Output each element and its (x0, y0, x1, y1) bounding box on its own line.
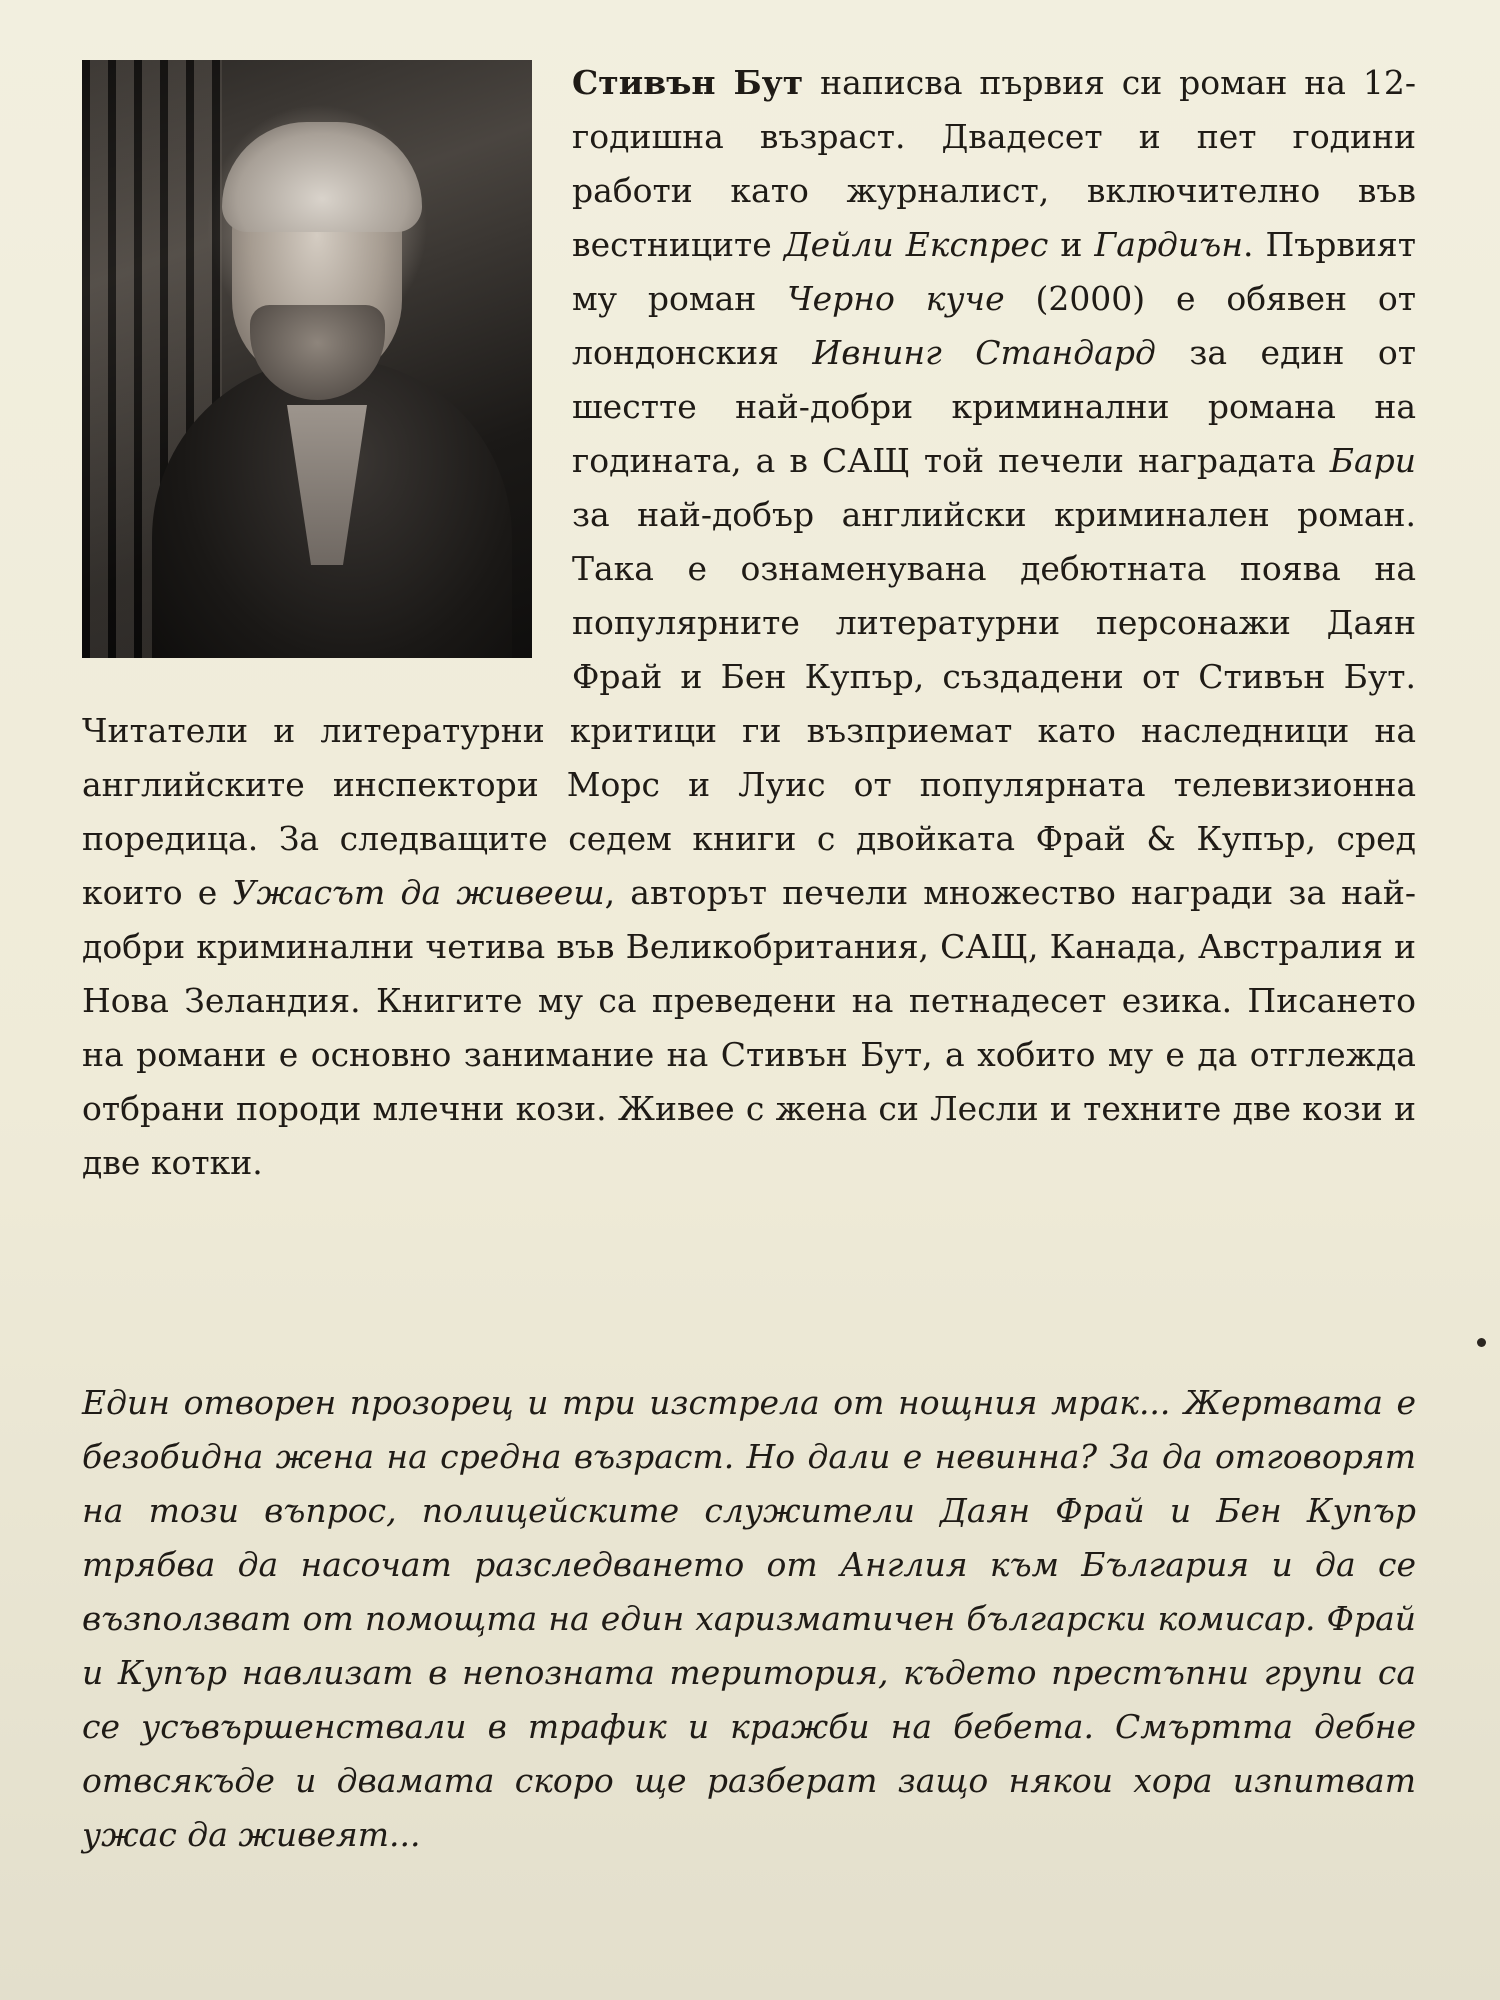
bio-text-part: . Първият му роман (572, 225, 1416, 318)
bio-text-part: и (1048, 225, 1095, 264)
book-synopsis: Един отворен прозорец и три изстрела от нощния мрак... Жертвата е безобидна жена на средна възраст. Но дали е невинна? За да отговорят на този въпрос, полицейските служители Даян Фрай и Бен Купър трябва да насочат разследването от Англия към България и да се възползват от помощта на един харизматичен български комисар. Фрай и Купър навлизат в непозната територия, където престъпни групи са се усъвършенствали в трафик и кражби на бебета. Смъртта дебне отвсякъде и двамата скоро ще разберат защо някои хора изпитват ужас да живеят... (82, 1383, 1416, 1854)
newspaper-title: Гардиън (1094, 225, 1243, 264)
photo-hair (222, 122, 422, 232)
novel-title: Черно куче (787, 279, 1005, 318)
bio-text-part: , авторът печели множество награди за най-добри криминални четива във Великобритания, САЩ, Канада, Австралия и Нова Зеландия. Книгите му са преведени на петнадесет езика. Писането на романи е основно занимание на Стивън Бут, а хобито му е да отглежда отбрани породи млечни кози. Живее с жена си Лесли и техните две кози и две котки. (82, 873, 1416, 1182)
author-photo (82, 60, 532, 658)
bio-text-part: написва първия си роман на 12-годишна възраст. Двадесет и пет години работи като журналист, включително във вестниците (572, 63, 1416, 264)
page-edge-mark (1477, 1338, 1486, 1347)
bio-text-part: (2000) е обявен от лондонския (572, 279, 1416, 372)
author-name: Стивън Бут (572, 63, 804, 102)
bio-text-part: за един от шестте най-добри криминални романа на годината, а в САЩ той печели наградата (572, 333, 1416, 480)
author-bio (82, 56, 1416, 1190)
award-name: Бари (1329, 441, 1416, 480)
newspaper-title: Ивнинг Стандард (812, 333, 1156, 372)
newspaper-title: Дейли Експрес (783, 225, 1049, 264)
bio-text-part: за най-добър английски криминален роман. Така е ознаменувана дебютната поява на популярните литературни персонажи Даян Фрай и Бен Купър, създадени от Стивън Бут. Читатели и литературни критици ги възприемат като наследници на английските инспектори Морс и Луис от популярната телевизионна поредица. За следващите седем книги с двойката Фрай & Купър, сред които е (82, 495, 1416, 912)
novel-title: Ужасът да живееш (232, 873, 605, 912)
